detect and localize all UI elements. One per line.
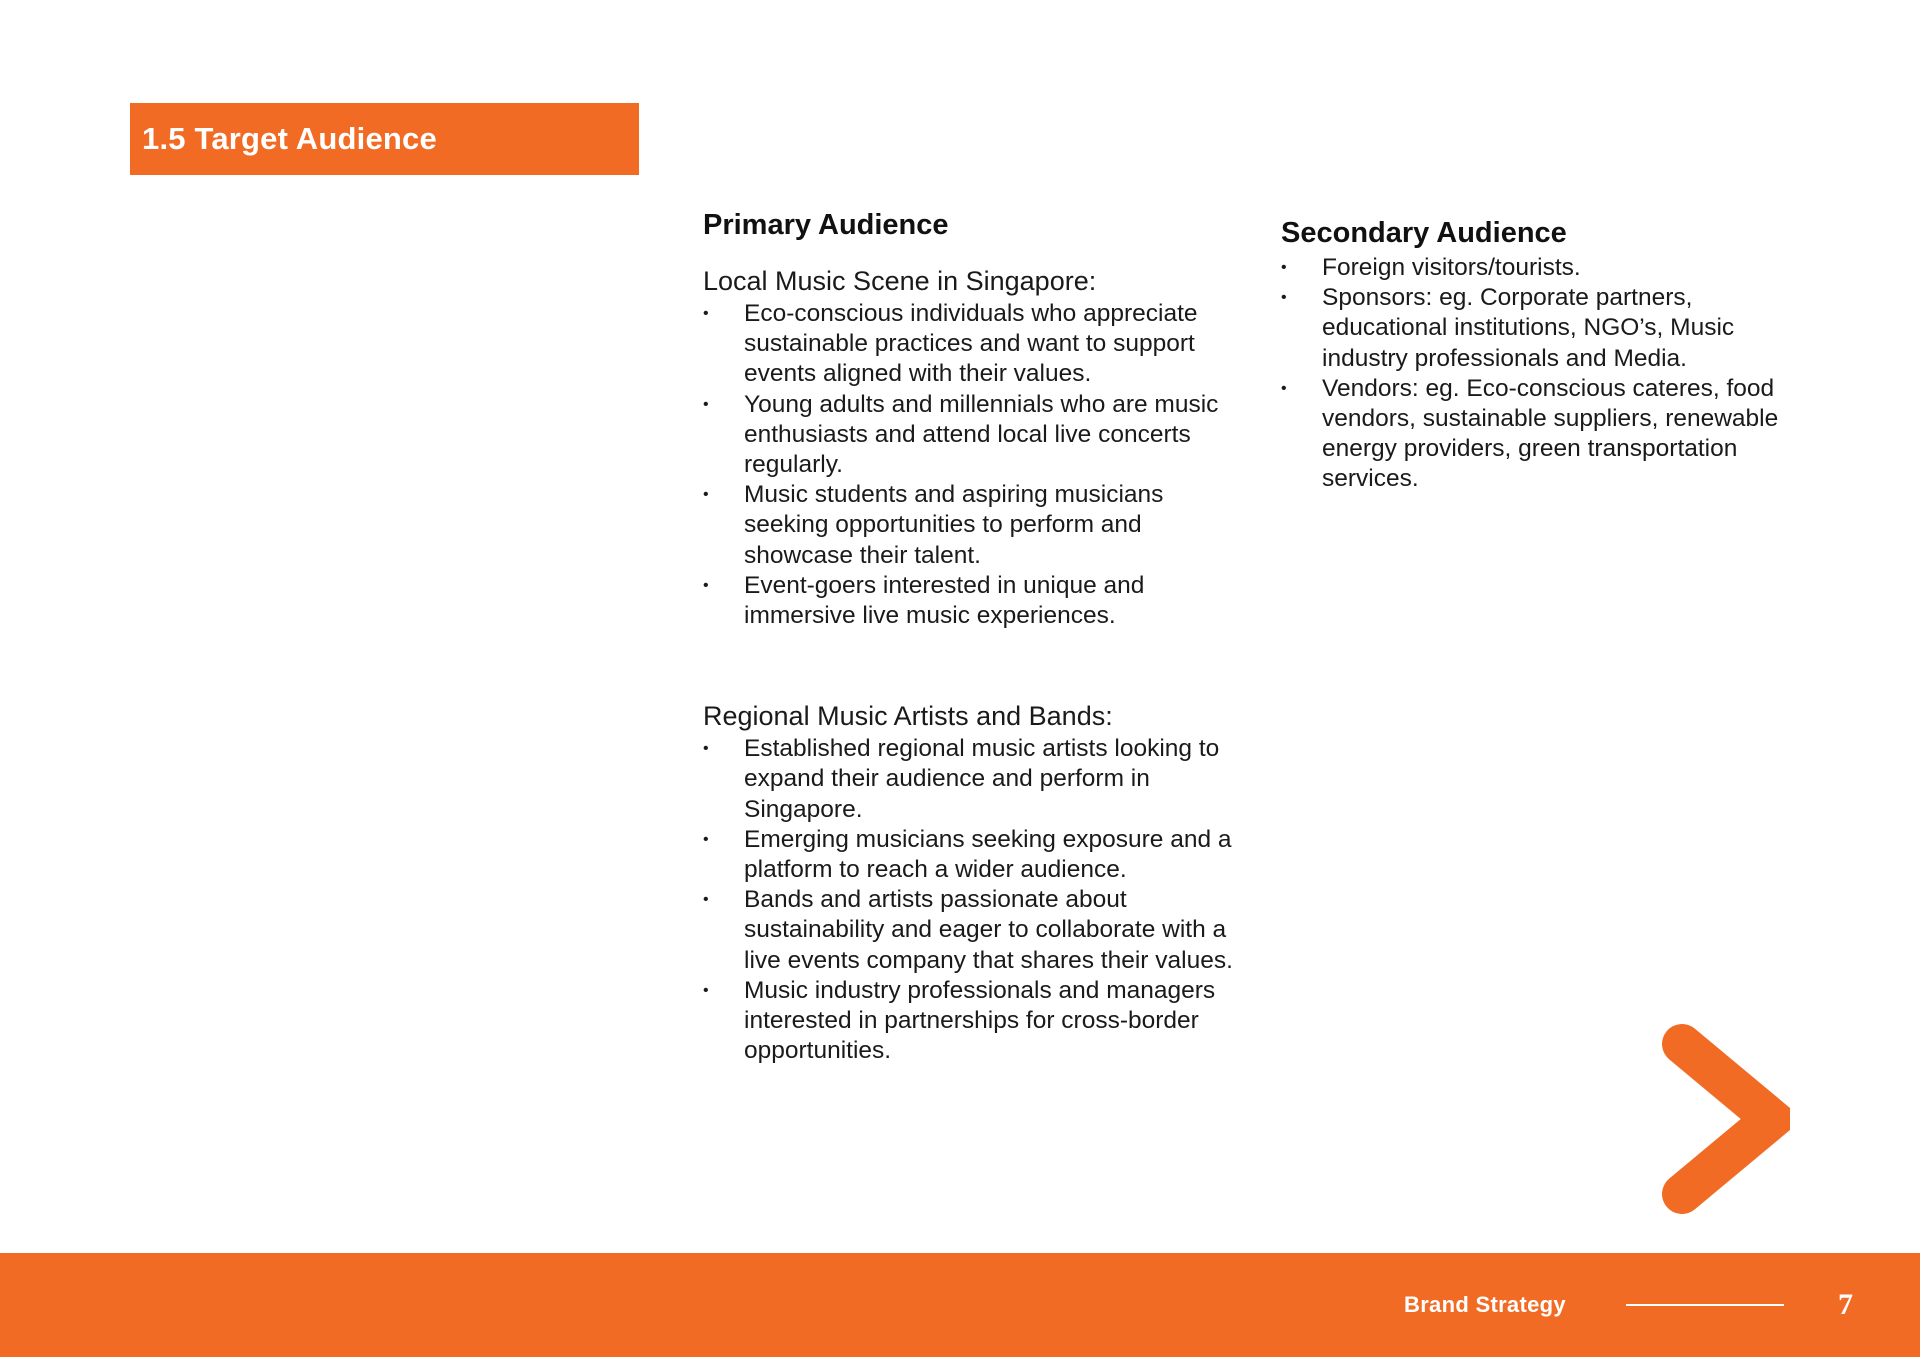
list-item <box>703 299 1243 390</box>
page-number: 7 <box>1838 1288 1853 1321</box>
list-item <box>703 885 1243 976</box>
list-item-text: Emerging musicians seeking exposure and a platform to reach a wider audience. <box>744 825 1232 884</box>
chevron-right-icon <box>1660 1022 1790 1217</box>
list-item <box>703 825 1243 885</box>
list-item <box>703 976 1243 1067</box>
bullet-icon: • <box>703 486 709 504</box>
bullet-icon: • <box>703 740 709 758</box>
list-item-text: Event-goers interested in unique and immersive live music experiences. <box>744 571 1145 630</box>
list-item <box>1281 374 1801 495</box>
list-item-text: Music industry professionals and managers interested in partnerships for cross-border opportunities. <box>744 976 1216 1065</box>
section-title: 1.5 Target Audience <box>142 121 437 156</box>
bullet-icon: • <box>703 981 709 999</box>
section-header-bar <box>130 103 639 175</box>
secondary-audience-column <box>1281 213 1801 495</box>
bullet-icon: • <box>703 891 709 909</box>
list-item <box>703 734 1243 825</box>
secondary-audience-list <box>1281 253 1801 495</box>
secondary-audience-heading: Secondary Audience <box>1281 217 1567 249</box>
list-item-text: Vendors: eg. Eco-conscious cateres, food vendors, sustainable suppliers, renewable energy providers, green transportation services. <box>1322 374 1779 493</box>
primary-audience-column <box>703 205 1243 1066</box>
footer-section-label: Brand Strategy <box>1404 1292 1566 1317</box>
bullet-icon: • <box>703 576 709 594</box>
bullet-icon: • <box>1281 259 1287 276</box>
list-item <box>1281 253 1801 283</box>
regional-artists-list <box>703 734 1243 1066</box>
bullet-icon: • <box>703 395 709 413</box>
bullet-icon: • <box>703 305 709 322</box>
bullet-icon: • <box>1281 289 1287 307</box>
list-item <box>703 390 1243 481</box>
list-item-text: Foreign visitors/tourists. <box>1322 254 1581 281</box>
list-item <box>703 571 1243 631</box>
list-item-text: Established regional music artists looking to expand their audience and perform in Singapore. <box>744 735 1220 823</box>
bullet-icon: • <box>1281 379 1287 397</box>
footer-bar <box>0 1253 1920 1357</box>
list-item-text: Young adults and millennials who are music enthusiasts and attend local live concerts regularly. <box>744 390 1219 479</box>
footer-divider <box>1626 1304 1784 1306</box>
regional-artists-subheading: Regional Music Artists and Bands: <box>703 701 1113 732</box>
bullet-icon: • <box>703 830 709 848</box>
list-item-text: Music students and aspiring musicians seeking opportunities to perform and showcase their talent. <box>744 481 1164 569</box>
primary-audience-heading: Primary Audience <box>703 209 949 241</box>
local-music-scene-list <box>703 299 1243 631</box>
list-item-text: Eco-conscious individuals who appreciate sustainable practices and want to support events aligned with their values. <box>744 300 1198 388</box>
local-music-scene-subheading: Local Music Scene in Singapore: <box>703 266 1097 296</box>
list-item-text: Bands and artists passionate about sustainability and eager to collaborate with a live events company that shares their values. <box>744 886 1233 974</box>
list-item <box>703 480 1243 571</box>
list-item-text: Sponsors: eg. Corporate partners, educational institutions, NGO’s, Music industry professionals and Media. <box>1322 284 1735 372</box>
list-item <box>1281 283 1801 374</box>
